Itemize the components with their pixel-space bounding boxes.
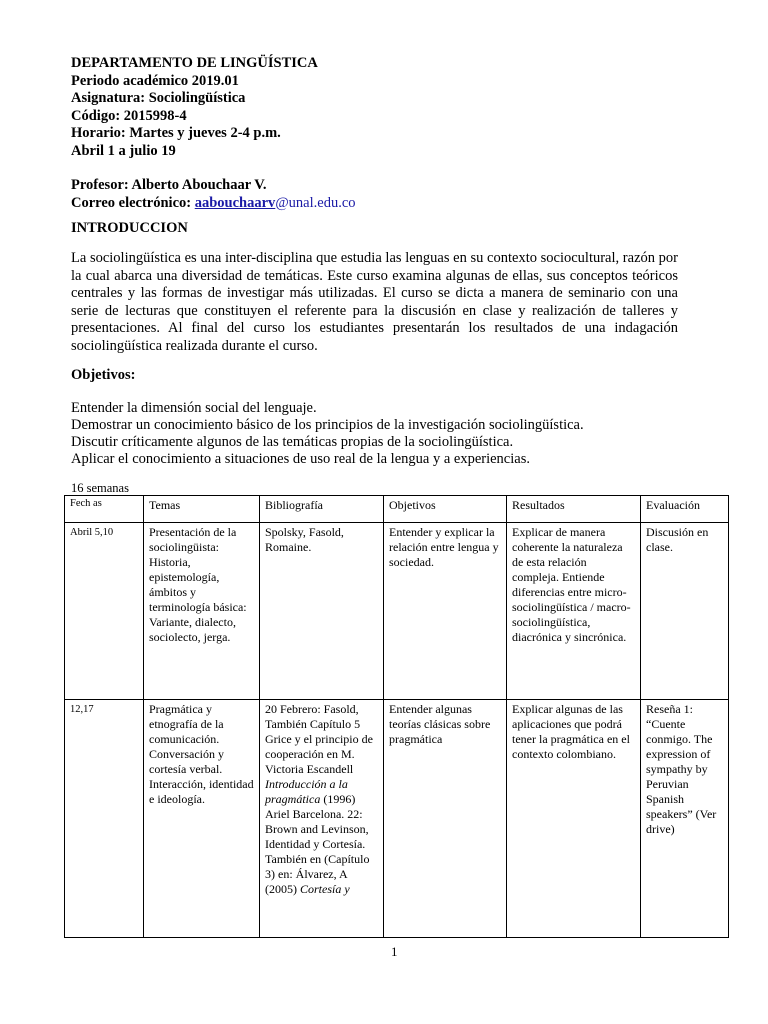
objectives-heading: Objetivos: <box>71 367 136 383</box>
page-number: 1 <box>391 944 398 959</box>
header-evaluacion: Evaluación <box>641 496 729 523</box>
weeks-label: 16 semanas <box>71 481 129 495</box>
dates-line: Abril 1 a julio 19 <box>71 142 176 159</box>
objectives-list <box>71 400 584 468</box>
table-header-row <box>65 496 729 523</box>
email-label: Correo electrónico: <box>71 194 195 211</box>
header-temas: Temas <box>144 496 260 523</box>
intro-paragraph: La sociolingüística es una inter-disciplina que estudia las lenguas en su contexto sociocultural, razón por la cual abarca una diversidad de temáticas. Este curso examina algunas de ellas, sus conceptos teóricos centrales y las formas de investigar más utilizadas. El curso se dicta a manera de seminario con una serie de lecturas que constituyen el referente para la discusión en clase y realización de talleres y presentaciones. Al final del curso los estudiantes presentarán los resultados de una indagación sociolingüística realizada durante el curso. <box>71 250 678 354</box>
subject-line: Asignatura: Sociolingüística <box>71 90 246 106</box>
cell-objetivos: Entender y explicar la relación entre lengua y sociedad. <box>384 523 507 700</box>
header-objetivos: Objetivos <box>384 496 507 523</box>
header-resultados: Resultados <box>507 496 641 523</box>
schedule-table <box>64 495 729 938</box>
cell-resultados: Explicar algunas de las aplicaciones que podrá tener la pragmática en el contexto colombiano. <box>507 700 641 938</box>
table-row <box>65 523 729 700</box>
cell-evaluacion: Reseña 1: “Cuente conmigo. The expression of sympathy by Peruvian Spanish speakers” (Ver drive) <box>641 700 729 938</box>
cell-temas: Pragmática y etnografía de la comunicación. Conversación y cortesía verbal. Interacción, identidad e ideología. <box>144 700 260 938</box>
objective-item: Aplicar el conocimiento a situaciones de uso real de la lengua y a experiencias. <box>71 451 530 467</box>
bib-text: 20 Febrero: Fasold, También Capítulo 5 Grice y el principio de cooperación en M. Victoria Escandell <box>265 702 373 776</box>
code-line: Código: 2015998-4 <box>71 107 187 124</box>
professor-line: Profesor: Alberto Abouchaar V. <box>71 177 267 193</box>
cell-bibliografia <box>260 700 384 938</box>
cell-objetivos: Entender algunas teorías clásicas sobre pragmática <box>384 700 507 938</box>
header-dates: Fech as <box>65 496 144 523</box>
cell-evaluacion: Discusión en clase. <box>641 523 729 700</box>
objective-item: Discutir críticamente algunos de las temáticas propias de la sociolingüística. <box>71 434 514 450</box>
email-domain[interactable]: @unal.edu.co <box>275 194 356 211</box>
period-line: Periodo académico 2019.01 <box>71 72 239 89</box>
bib-book-title: Cortesía y <box>300 882 350 896</box>
email-line <box>71 195 356 213</box>
intro-heading: INTRODUCCION <box>71 220 188 236</box>
cell-date: Abril 5,10 <box>65 523 144 700</box>
objective-item: Entender la dimensión social del lenguaje. <box>71 400 317 416</box>
cell-temas: Presentación de la sociolingüista: Historia, epistemología, ámbitos y terminología básica: Variante, dialecto, sociolecto, jerga. <box>144 523 260 700</box>
course-header <box>71 55 356 212</box>
table-row <box>65 700 729 938</box>
header-bibliografia: Bibliografía <box>260 496 384 523</box>
cell-date: 12,17 <box>65 700 144 938</box>
department-line: DEPARTAMENTO DE LINGÜÍSTICA <box>71 55 318 71</box>
bib-book-title: Introducción a la pragmática <box>265 777 348 806</box>
bib-text: (1996) Ariel Barcelona. 22: Brown and Levinson, Identidad y Cortesía. También en (Capítulo 3) en: Álvarez, A (2005) <box>265 792 370 896</box>
email-link[interactable]: aabouchaarv <box>194 194 276 211</box>
objective-item: Demostrar un conocimiento básico de los principios de la investigación sociolingüística. <box>71 417 584 433</box>
cell-bibliografia: Spolsky, Fasold, Romaine. <box>260 523 384 700</box>
cell-resultados: Explicar de manera coherente la naturaleza de esta relación compleja. Entiende diferencias entre micro-sociolingüística / macro-sociolingüística, diacrónica y sincrónica. <box>507 523 641 700</box>
schedule-line: Horario: Martes y jueves 2-4 p.m. <box>71 125 281 141</box>
